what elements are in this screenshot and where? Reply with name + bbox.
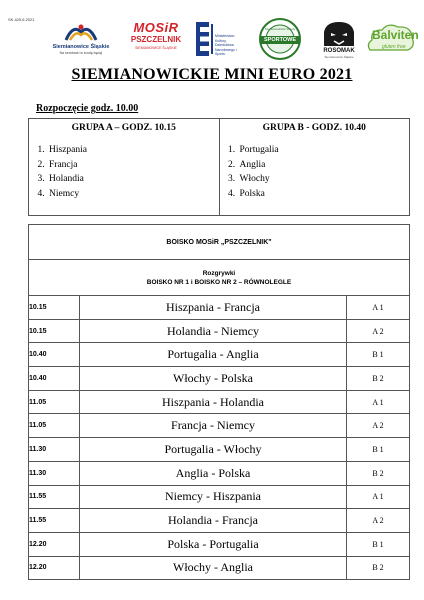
mosir-logo xyxy=(122,20,190,58)
group-team: 2. Anglia xyxy=(238,158,410,173)
match-teams: Niemcy - Hiszpania xyxy=(80,485,347,509)
match-time: 10.15 xyxy=(29,296,80,320)
table-row xyxy=(29,556,410,580)
group-b-cell xyxy=(219,119,410,216)
rounds-cell xyxy=(29,260,410,296)
rosomak-name: ROSOMAK xyxy=(323,48,355,54)
ministry-text: Ministerstwo Kultury, Dziedzictwa Narodowego i Sportu xyxy=(215,34,237,56)
match-teams: Hiszpania - Holandia xyxy=(80,390,347,414)
match-field: B 2 xyxy=(347,556,410,580)
group-team: 4. Polska xyxy=(238,187,410,202)
match-rows xyxy=(29,296,410,580)
match-field: B 2 xyxy=(347,367,410,391)
group-b-teams xyxy=(220,143,410,201)
balviten-logo xyxy=(366,22,419,58)
group-team: 3. Holandia xyxy=(47,172,219,187)
match-field: A 1 xyxy=(347,390,410,414)
siemianowice-mark-icon xyxy=(63,22,99,42)
group-team: 2. Francja xyxy=(47,158,219,173)
balviten-tagline: gluten free xyxy=(382,44,406,50)
match-time: 11.55 xyxy=(29,485,80,509)
match-field: B 1 xyxy=(347,532,410,556)
match-field: A 2 xyxy=(347,509,410,533)
group-a-header: GRUPA A – GODZ. 10.15 xyxy=(71,123,176,133)
match-field: A 1 xyxy=(347,485,410,509)
siemianowice-logo xyxy=(46,22,116,58)
groups-table xyxy=(28,118,410,216)
match-teams: Holandia - Niemcy xyxy=(80,319,347,343)
venue-cell: BOISKO MOSiR „PSZCZELNIK" xyxy=(29,225,410,260)
match-field: B 1 xyxy=(347,343,410,367)
table-row xyxy=(29,438,410,462)
balviten-name: Balviten xyxy=(372,28,419,42)
match-teams: Hiszpania - Francja xyxy=(80,296,347,320)
group-a-teams xyxy=(29,143,219,201)
match-time: 12.20 xyxy=(29,556,80,580)
table-row xyxy=(29,343,410,367)
match-time: 10.40 xyxy=(29,367,80,391)
mosir-name: MOSiR xyxy=(133,20,179,35)
siemianowice-name: Siemianowice Śląskie xyxy=(52,44,110,50)
rosomak-tagline: Siemianowice Śląskie xyxy=(324,55,354,59)
schedule-table xyxy=(28,224,410,580)
table-row xyxy=(29,319,410,343)
match-time: 11.05 xyxy=(29,414,80,438)
match-field: B 2 xyxy=(347,461,410,485)
rosomak-head-icon xyxy=(314,20,364,48)
match-teams: Francja - Niemcy xyxy=(80,414,347,438)
match-teams: Włochy - Anglia xyxy=(80,556,347,580)
groups-row xyxy=(29,119,410,216)
match-time: 12.20 xyxy=(29,532,80,556)
match-time: 10.15 xyxy=(29,319,80,343)
rounds-desc: BOISKO NR 1 i BOISKO NR 2 – RÓWNOLEGLE xyxy=(146,278,292,286)
document-reference: SK.425.6.2021 xyxy=(8,17,35,22)
mosir-tagline: SIEMIANOWICE ŚLĄSKIE xyxy=(135,46,177,50)
sponsor-logos xyxy=(44,18,419,60)
match-time: 11.30 xyxy=(29,438,80,462)
match-teams: Włochy - Polska xyxy=(80,367,347,391)
sportowe-top: Siemianowickie Szkoły xyxy=(264,27,296,31)
table-row xyxy=(29,485,410,509)
ministry-logo xyxy=(196,22,242,58)
group-team: 1. Hiszpania xyxy=(47,143,219,158)
group-team: 3. Włochy xyxy=(238,172,410,187)
group-team: 4. Niemcy xyxy=(47,187,219,202)
table-row xyxy=(29,461,410,485)
group-a-cell xyxy=(29,119,220,216)
match-time: 11.05 xyxy=(29,390,80,414)
match-time: 11.30 xyxy=(29,461,80,485)
rounds-row xyxy=(29,260,410,296)
ministry-e-icon xyxy=(196,22,209,56)
group-team: 1. Portugalia xyxy=(238,143,410,158)
match-time: 10.40 xyxy=(29,343,80,367)
rounds-label: Rozgrywki xyxy=(202,269,236,277)
table-row xyxy=(29,367,410,391)
match-field: B 1 xyxy=(347,438,410,462)
table-row xyxy=(29,390,410,414)
table-row xyxy=(29,414,410,438)
match-field: A 2 xyxy=(347,414,410,438)
match-time: 11.55 xyxy=(29,509,80,533)
page-title: SIEMIANOWICKIE MINI EURO 2021 xyxy=(71,66,353,83)
table-row xyxy=(29,296,410,320)
match-teams: Portugalia - Włochy xyxy=(80,438,347,462)
venue-row xyxy=(29,225,410,260)
match-teams: Portugalia - Anglia xyxy=(80,343,347,367)
sportowe-text: SPORTOWE xyxy=(264,37,296,43)
match-teams: Anglia - Polska xyxy=(80,461,347,485)
table-row xyxy=(29,532,410,556)
siemianowice-tagline: Na sendrach w środę będą! xyxy=(59,51,103,55)
group-b-header: GRUPA B - GODZ. 10.40 xyxy=(262,123,366,133)
match-teams: Polska - Portugalia xyxy=(80,532,347,556)
ministry-divider xyxy=(211,24,213,54)
start-time: Rozpoczęcie godz. 10.00 xyxy=(36,103,139,114)
match-field: A 2 xyxy=(347,319,410,343)
mosir-sub: PSZCZELNIK xyxy=(130,35,182,44)
match-teams: Holandia - Francja xyxy=(80,509,347,533)
rosomak-logo xyxy=(314,20,364,58)
table-row xyxy=(29,509,410,533)
sportowe-logo xyxy=(252,18,308,60)
match-field: A 1 xyxy=(347,296,410,320)
